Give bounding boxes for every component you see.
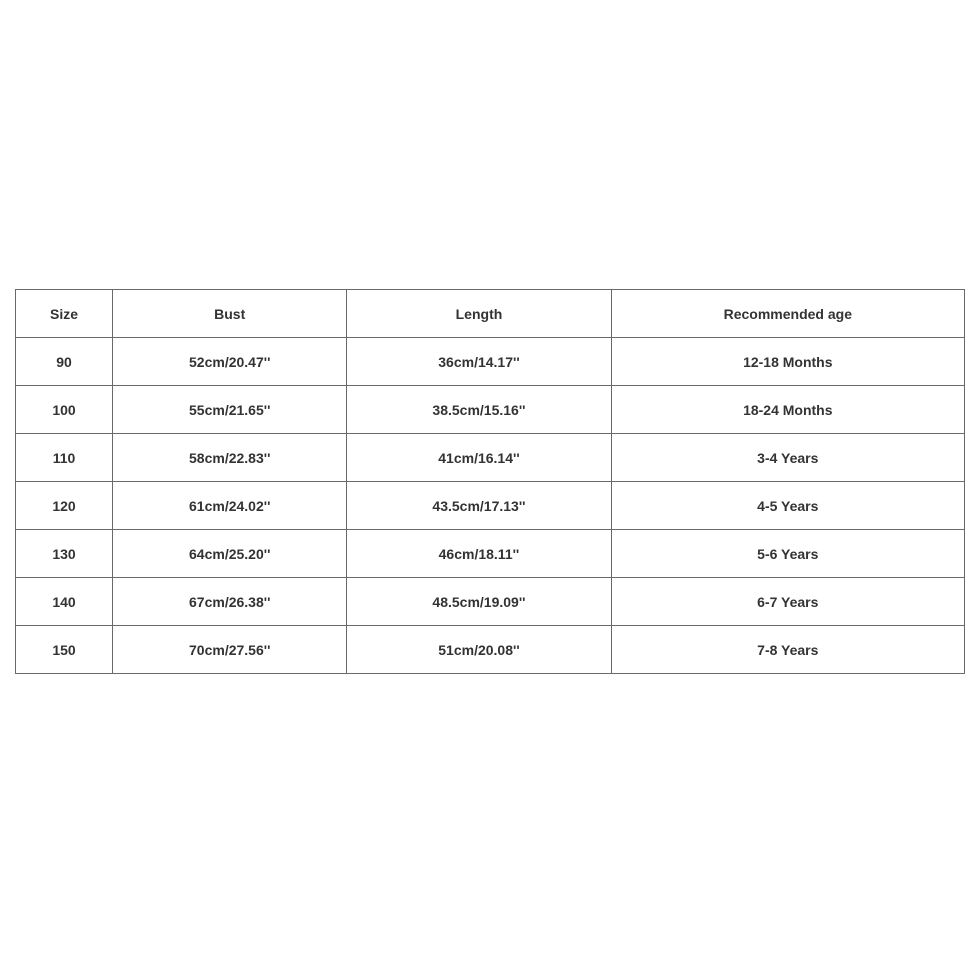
table-row — [16, 338, 965, 386]
header-bust: Bust — [113, 290, 347, 338]
cell-bust: 52cm/20.47'' — [113, 338, 347, 386]
table-row — [16, 530, 965, 578]
cell-size: 100 — [16, 386, 113, 434]
table-row — [16, 578, 965, 626]
table-header-row — [16, 290, 965, 338]
cell-bust: 67cm/26.38'' — [113, 578, 347, 626]
table-row — [16, 386, 965, 434]
cell-bust: 70cm/27.56'' — [113, 626, 347, 674]
size-chart-table — [15, 289, 965, 674]
header-length: Length — [347, 290, 611, 338]
cell-length: 46cm/18.11'' — [347, 530, 611, 578]
cell-size: 110 — [16, 434, 113, 482]
cell-recommended-age: 7-8 Years — [611, 626, 964, 674]
cell-length: 36cm/14.17'' — [347, 338, 611, 386]
header-size: Size — [16, 290, 113, 338]
cell-size: 120 — [16, 482, 113, 530]
table-row — [16, 626, 965, 674]
cell-length: 48.5cm/19.09'' — [347, 578, 611, 626]
cell-bust: 55cm/21.65'' — [113, 386, 347, 434]
table-row — [16, 482, 965, 530]
cell-length: 51cm/20.08'' — [347, 626, 611, 674]
cell-size: 150 — [16, 626, 113, 674]
cell-recommended-age: 4-5 Years — [611, 482, 964, 530]
cell-bust: 61cm/24.02'' — [113, 482, 347, 530]
header-recommended-age: Recommended age — [611, 290, 964, 338]
cell-recommended-age: 12-18 Months — [611, 338, 964, 386]
table-row — [16, 434, 965, 482]
cell-bust: 58cm/22.83'' — [113, 434, 347, 482]
cell-bust: 64cm/25.20'' — [113, 530, 347, 578]
cell-recommended-age: 3-4 Years — [611, 434, 964, 482]
cell-recommended-age: 5-6 Years — [611, 530, 964, 578]
cell-size: 140 — [16, 578, 113, 626]
cell-length: 43.5cm/17.13'' — [347, 482, 611, 530]
cell-size: 130 — [16, 530, 113, 578]
cell-recommended-age: 18-24 Months — [611, 386, 964, 434]
cell-length: 38.5cm/15.16'' — [347, 386, 611, 434]
cell-length: 41cm/16.14'' — [347, 434, 611, 482]
cell-recommended-age: 6-7 Years — [611, 578, 964, 626]
cell-size: 90 — [16, 338, 113, 386]
